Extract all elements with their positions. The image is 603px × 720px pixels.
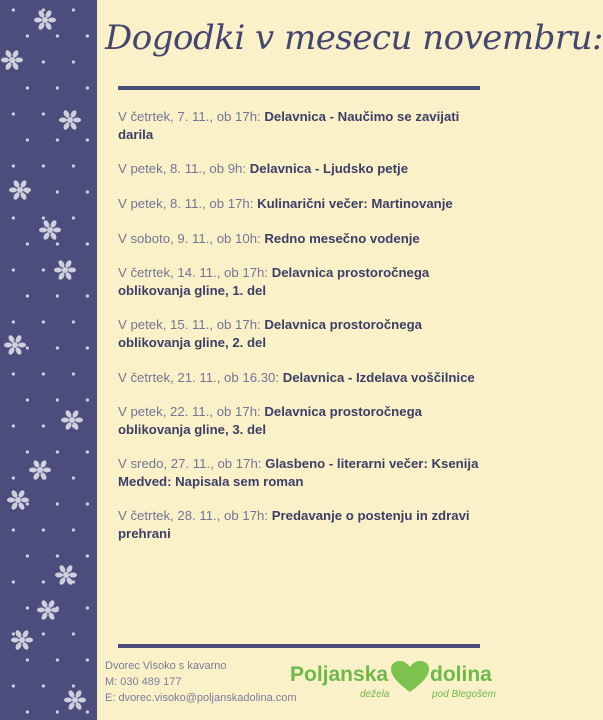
event-date: V petek, 15. 11., ob 17h: [118, 317, 265, 332]
pattern-dot [56, 346, 59, 349]
event-item [118, 264, 483, 300]
pattern-dot [86, 346, 89, 349]
contact-info [105, 658, 297, 706]
pattern-dot [42, 528, 45, 531]
pattern-dot [26, 294, 29, 297]
pattern-dot [72, 268, 75, 271]
pattern-dot [56, 502, 59, 505]
pattern-dot [72, 684, 75, 687]
pattern-dot [12, 476, 15, 479]
pattern-dot [26, 710, 29, 713]
pattern-dot [26, 346, 29, 349]
pattern-dot [86, 450, 89, 453]
event-date: V četrtek, 28. 11., ob 17h: [118, 508, 272, 523]
pattern-dot [56, 450, 59, 453]
logo-word-poljanska: Poljanska [290, 663, 389, 686]
pattern-dot [86, 710, 89, 713]
pattern-dot [56, 86, 59, 89]
event-title: Delavnica prostoročnega oblikovanja gline, 1. del [118, 265, 430, 298]
flower-motif [11, 629, 33, 651]
pattern-dot [26, 34, 29, 37]
event-date: V sredo, 27. 11., ob 17h: [118, 456, 266, 471]
event-title: Delavnica - Ljudsko petje [249, 161, 409, 176]
pattern-dot [72, 8, 75, 11]
pattern-dot [86, 398, 89, 401]
pattern-dot [42, 112, 45, 115]
pattern-dot [56, 138, 59, 141]
event-title: Delavnica - Naučimo se zavijati darila [118, 109, 460, 142]
pattern-dot [12, 424, 15, 427]
pattern-dot [42, 684, 45, 687]
pattern-dot [26, 138, 29, 141]
pattern-dot [72, 60, 75, 63]
pattern-dot [56, 606, 59, 609]
logo-sub-pod-blegosem: pod Blegošem [432, 689, 496, 700]
pattern-dot [26, 554, 29, 557]
venue-name: Dvorec Visoko s kavarno [105, 660, 227, 672]
pattern-dot [12, 320, 15, 323]
pattern-dot [56, 242, 59, 245]
floral-pattern-graphic [0, 0, 97, 720]
pattern-dot [42, 632, 45, 635]
pattern-dot [86, 190, 89, 193]
pattern-dot [86, 606, 89, 609]
event-title: Predavanje o postenju in zdravi prehrani [118, 508, 470, 541]
logo-word-dolina: dolina [430, 663, 492, 686]
pattern-dot [72, 164, 75, 167]
pattern-dot [72, 112, 75, 115]
bottom-divider [118, 644, 480, 648]
pattern-dot [12, 372, 15, 375]
page-title: Dogodki v mesecu novembru: [105, 18, 603, 58]
flower-motif [7, 489, 29, 511]
pattern-dot [56, 34, 59, 37]
event-date: V četrtek, 7. 11., ob 17h: [118, 109, 265, 124]
pattern-dot [42, 424, 45, 427]
event-item [118, 108, 483, 144]
email-address: E: dvorec.visoko@poljanskadolina.com [105, 692, 297, 704]
event-item [118, 195, 483, 213]
flower-motif [9, 179, 31, 201]
event-title: Delavnica prostoročnega oblikovanja gline, 3. del [118, 404, 422, 437]
flower-motif [34, 9, 56, 31]
pattern-dot [26, 86, 29, 89]
floral-pattern-panel [0, 0, 97, 720]
pattern-dot [86, 34, 89, 37]
pattern-dot [72, 372, 75, 375]
pattern-dot [12, 8, 15, 11]
flower-motif [64, 689, 86, 711]
pattern-dot [12, 268, 15, 271]
pattern-dot [26, 658, 29, 661]
pattern-dot [86, 242, 89, 245]
pattern-dot [86, 86, 89, 89]
pattern-dot [12, 528, 15, 531]
pattern-dot [86, 138, 89, 141]
flower-motif [1, 49, 23, 71]
pattern-dot [42, 372, 45, 375]
pattern-dot [86, 658, 89, 661]
pattern-dot [12, 112, 15, 115]
event-date: V petek, 8. 11., ob 17h: [118, 196, 258, 211]
pattern-dot [72, 476, 75, 479]
event-item [118, 160, 483, 178]
pattern-dot [86, 554, 89, 557]
top-divider [118, 86, 480, 90]
event-date: V četrtek, 21. 11., ob 16.30: [118, 370, 283, 385]
pattern-dot [26, 606, 29, 609]
pattern-dot [42, 580, 45, 583]
pattern-dot [42, 216, 45, 219]
pattern-dot [72, 632, 75, 635]
pattern-dot [42, 60, 45, 63]
pattern-dot [56, 710, 59, 713]
pattern-dot [26, 502, 29, 505]
pattern-dot [72, 424, 75, 427]
pattern-dot [42, 320, 45, 323]
flower-motif [59, 109, 81, 131]
pattern-dot [72, 528, 75, 531]
event-item [118, 403, 483, 439]
event-item [118, 507, 483, 543]
pattern-dot [56, 294, 59, 297]
pattern-dot [12, 580, 15, 583]
event-item [118, 230, 483, 248]
heart-icon [390, 660, 430, 694]
event-title: Glasbeno - literarni večer: Ksenija Medved: Napisala sem roman [118, 456, 479, 489]
event-title: Redno mesečno vodenje [264, 231, 420, 246]
pattern-dot [26, 190, 29, 193]
event-date: V petek, 22. 11., ob 17h: [118, 404, 265, 419]
event-date: V petek, 8. 11., ob 9h: [118, 161, 250, 176]
pattern-dot [56, 190, 59, 193]
event-date: V četrtek, 14. 11., ob 17h: [118, 265, 272, 280]
pattern-dot [42, 8, 45, 11]
flower-motif [37, 599, 59, 621]
logo-sub-dezela: dežela [360, 689, 390, 700]
pattern-dot [86, 502, 89, 505]
event-date: V soboto, 9. 11., ob 10h: [118, 231, 265, 246]
event-item [118, 369, 483, 387]
flower-motif [61, 409, 83, 431]
pattern-dot [72, 216, 75, 219]
pattern-dot [26, 450, 29, 453]
pattern-dot [72, 320, 75, 323]
event-item [118, 316, 483, 352]
pattern-dot [42, 164, 45, 167]
pattern-dot [26, 242, 29, 245]
flower-motif [4, 334, 26, 356]
flower-motif [29, 459, 51, 481]
flower-motif [39, 219, 61, 241]
pattern-dot [56, 398, 59, 401]
event-title: Kulinarični večer: Martinovanje [257, 196, 453, 211]
pattern-dot [12, 164, 15, 167]
event-title: Delavnica prostoročnega oblikovanja gline, 2. del [118, 317, 422, 350]
pattern-dot [42, 268, 45, 271]
pattern-dot [12, 684, 15, 687]
poljanska-dolina-logo [290, 660, 500, 716]
pattern-dot [86, 294, 89, 297]
pattern-dot [56, 554, 59, 557]
pattern-dot [12, 60, 15, 63]
pattern-dot [12, 216, 15, 219]
pattern-dot [72, 580, 75, 583]
event-item [118, 455, 483, 491]
pattern-dot [56, 658, 59, 661]
pattern-dot [12, 632, 15, 635]
pattern-dot [26, 398, 29, 401]
event-title: Delavnica - Izdelava voščilnice [282, 370, 475, 385]
phone-number: M: 030 489 177 [105, 676, 182, 688]
pattern-dot [42, 476, 45, 479]
